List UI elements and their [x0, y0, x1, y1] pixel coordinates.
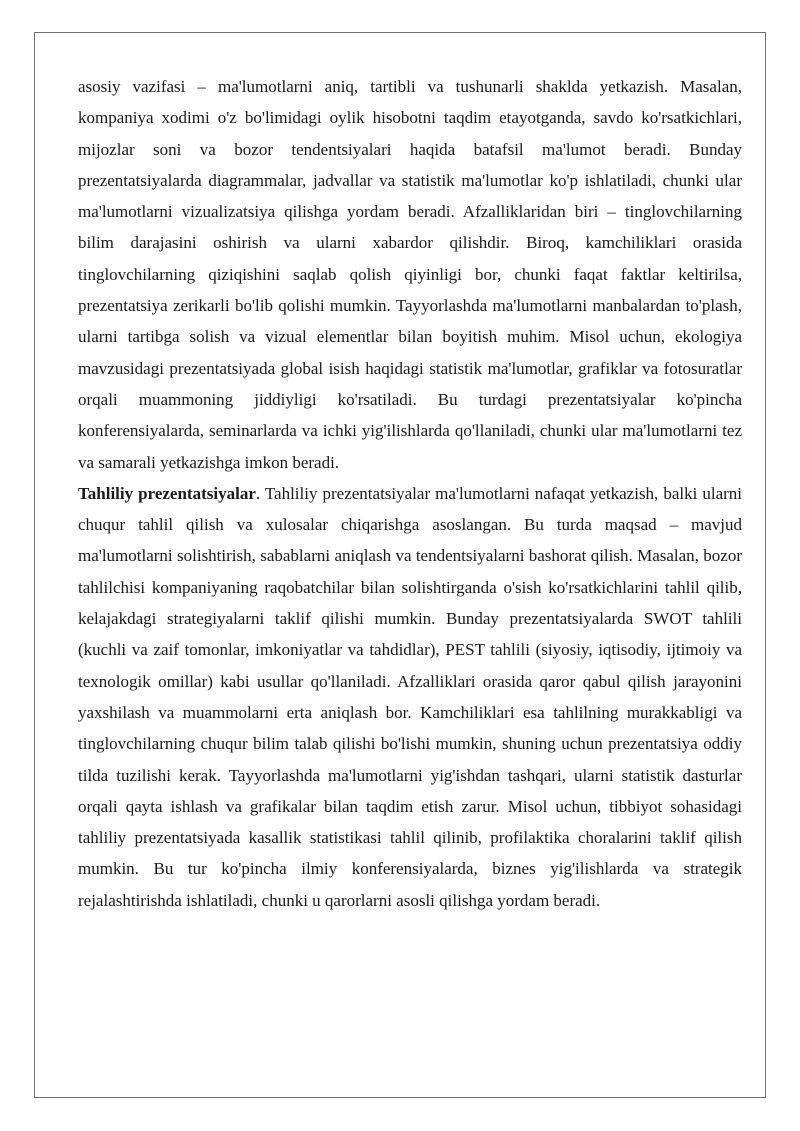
- paragraph-text: asosiy vazifasi – ma'lumotlarni aniq, tartibli va tushunarli shaklda yetkazish. Masalan, kompaniya xodimi o'z bo'limidagi oylik hisobotni taqdim etayotganda, savdo ko'rsatkichlari, mijozlar soni va bozor tendentsiyalari haqida batafsil ma'lumot beradi. Bunday prezentatsiyalarda diagrammalar, jadvallar va statistik ma'lumotlar ko'p ishlatiladi, chunki ular ma'lumotlarni vizualizatsiya qilishga yordam beradi. Afzalliklaridan biri – tinglovchilarning bilim darajasini oshirish va ularni xabardor qilishdir. Biroq, kamchiliklari orasida tinglovchilarning qiziqishini saqlab qolish qiyinligi bor, chunki faqat faktlar keltirilsa, prezentatsiya zerikarli bo'lib qolishi mumkin. Tayyorlashda ma'lumotlarni manbalardan to'plash, ularni tartibga solish va vizual elementlar bilan boyitish muhim. Misol uchun, ekologiya mavzusidagi prezentatsiyada global isish haqidagi statistik ma'lumotlar, grafiklar va fotosuratlar orqali muammoning jiddiyligi ko'rsatiladi. Bu turdagi prezentatsiyalar ko'pincha konferensiyalarda, seminarlarda va ichki yig'ilishlarda qo'llaniladi, chunki ular ma'lumotlarni tez va samarali yetkazishga imkon beradi.: [78, 77, 742, 472]
- paragraph-informative-continuation: [78, 71, 742, 478]
- document-body: [78, 71, 742, 916]
- paragraph-analytical-presentations: [78, 478, 742, 916]
- section-lead-heading: Tahliliy prezentatsiyalar: [78, 483, 256, 503]
- paragraph-text: . Tahliliy prezentatsiyalar ma'lumotlarni nafaqat yetkazish, balki ularni chuqur tahlil qilish va xulosalar chiqarishga asoslangan. Bu turda maqsad – mavjud ma'lumotlarni solishtirish, sabablarni aniqlash va tendentsiyalarni bashorat qilish. Masalan, bozor tahlilchisi kompaniyaning raqobatchilar bilan solishtirganda o'sish ko'rsatkichlarini tahlil qilib, kelajakdagi strategiyalarni taklif qilishi mumkin. Bunday prezentatsiyalarda SWOT tahlili (kuchli va zaif tomonlar, imkoniyatlar va tahdidlar), PEST tahlili (siyosiy, iqtisodiy, ijtimoiy va texnologik omillar) kabi usullar qo'llaniladi. Afzalliklari orasida qaror qabul qilish jarayonini yaxshilash va muammolarni erta aniqlash bor. Kamchiliklari esa tahlilning murakkabligi va tinglovchilarning chuqur bilim talab qilishi bo'lishi mumkin, shuning uchun prezentatsiya oddiy tilda tuzilishi kerak. Tayyorlashda ma'lumotlarni yig'ishdan tashqari, ularni statistik dasturlar orqali qayta ishlash va grafikalar bilan taqdim etish zarur. Misol uchun, tibbiyot sohasidagi tahliliy prezentatsiyada kasallik statistikasi tahlil qilinib, profilaktika choralarini taklif qilish mumkin. Bu tur ko'pincha ilmiy konferensiyalarda, biznes yig'ilishlarda va strategik rejalashtirishda ishlatiladi, chunki u qarorlarni asosli qilishga yordam beradi.: [78, 483, 743, 910]
